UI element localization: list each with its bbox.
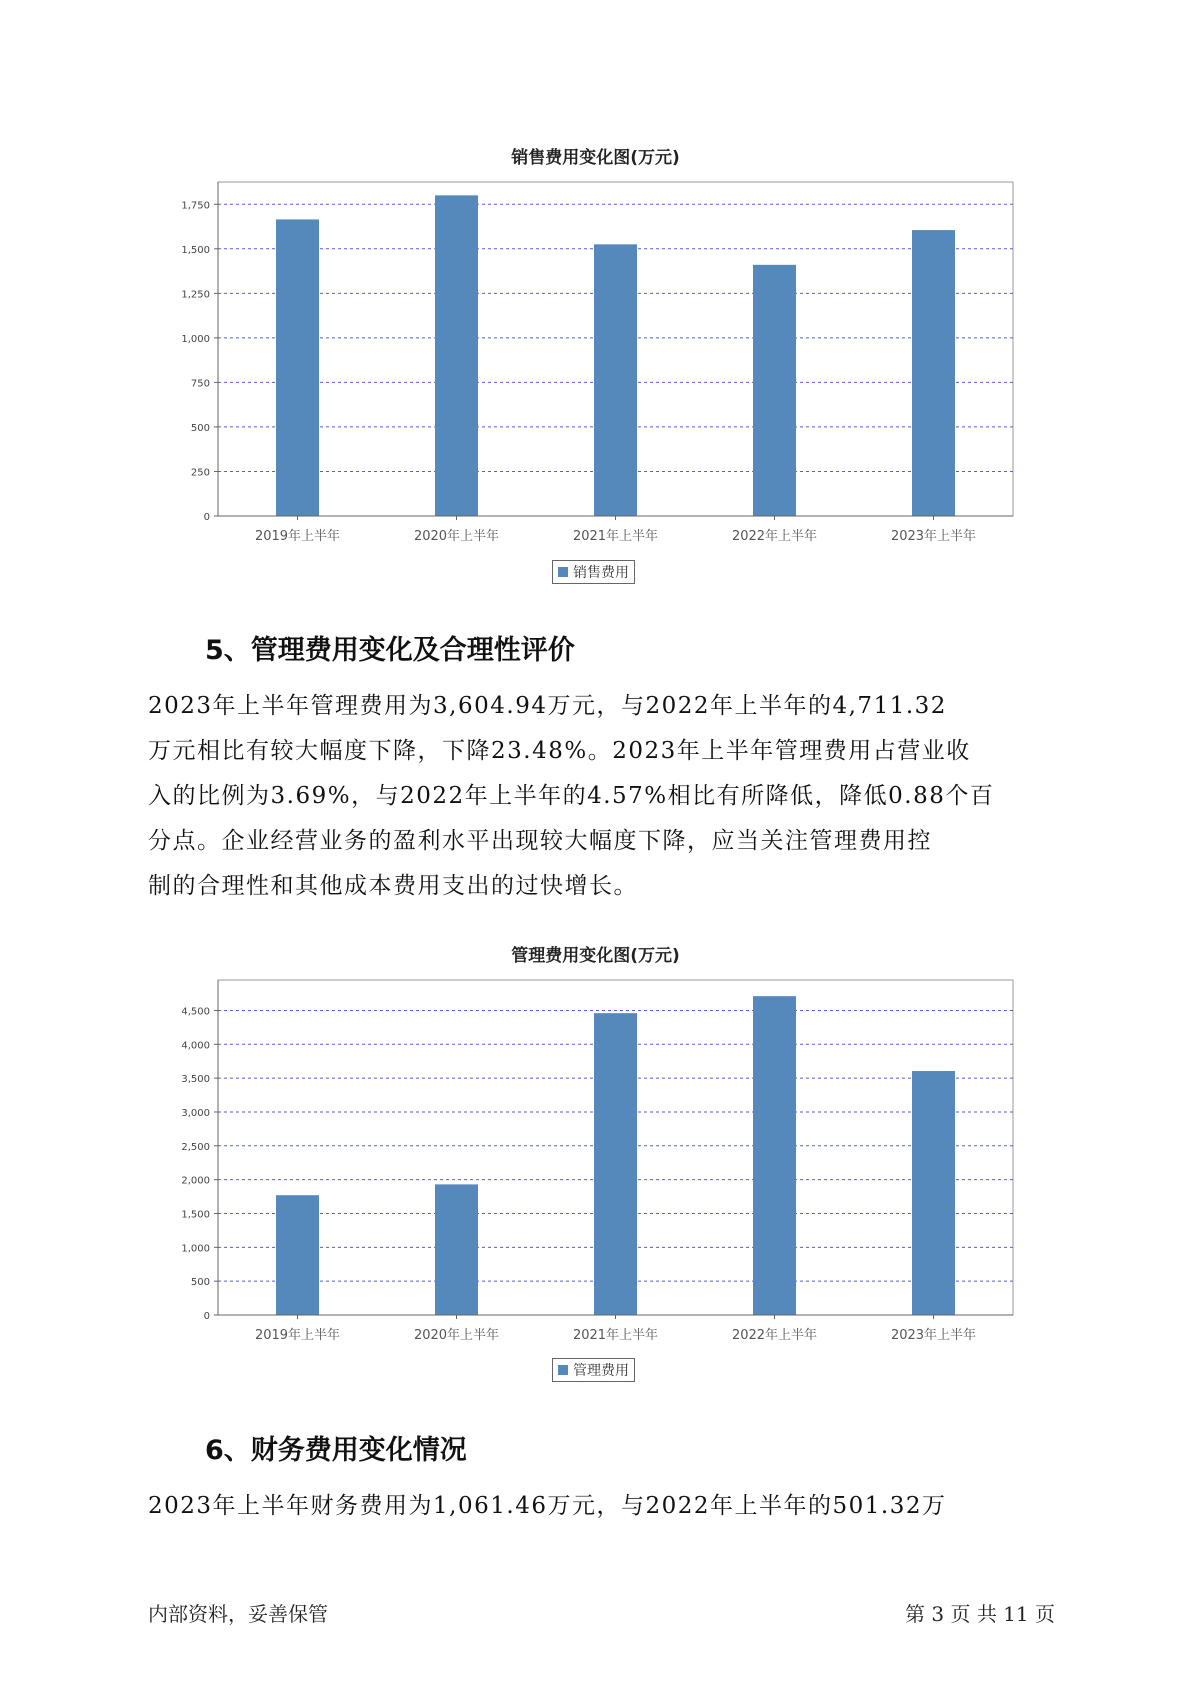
x-tick-label: 2019年上半年 [254, 1328, 341, 1343]
y-tick-label: 0 [203, 1311, 210, 1322]
y-tick-label: 1,250 [181, 289, 210, 301]
y-tick-label: 3,500 [181, 1074, 210, 1086]
y-tick-label: 1,750 [181, 200, 210, 212]
y-tick-label: 500 [190, 422, 210, 434]
paragraph [148, 1484, 1048, 1529]
y-tick-label: 4,000 [181, 1040, 210, 1052]
x-tick-label: 2023年上半年 [890, 1328, 977, 1343]
bar [912, 1071, 955, 1315]
y-tick-label: 2,000 [181, 1175, 210, 1187]
y-tick-label: 250 [190, 467, 210, 479]
legend-swatch [558, 1365, 568, 1375]
y-tick-label: 3,000 [181, 1107, 210, 1119]
bar [594, 1013, 637, 1315]
x-tick-label: 2021年上半年 [572, 529, 659, 544]
x-tick-label: 2019年上半年 [254, 529, 341, 544]
y-tick-label: 1,000 [181, 333, 210, 345]
bar [753, 996, 796, 1315]
y-tick-label: 1,500 [181, 244, 210, 256]
chart-title: 管理费用变化图(万元) [511, 946, 680, 966]
paragraph-line: 入的比例为3.69%，与2022年上半年的4.57%相比有所降低，降低0.88个百 [148, 783, 995, 809]
paragraph-line: 2023年上半年管理费用为3,604.94万元，与2022年上半年的4,711.32 [148, 693, 947, 719]
paragraph-line: 制的合理性和其他成本费用支出的过快增长。 [148, 873, 638, 899]
x-tick-label: 2022年上半年 [731, 1328, 818, 1343]
x-tick-label: 2020年上半年 [413, 1328, 500, 1343]
paragraph-line: 万元相比有较大幅度下降，下降23.48%。2023年上半年管理费用占营业收 [148, 738, 971, 764]
x-tick-label: 2023年上半年 [890, 529, 977, 544]
legend-label: 销售费用 [573, 565, 629, 581]
chart-legend [552, 1358, 635, 1382]
page-number: 第 3 页 共 11 页 [905, 1602, 1055, 1626]
x-tick-label: 2020年上半年 [413, 529, 500, 544]
paragraph-line: 分点。企业经营业务的盈利水平出现较大幅度下降，应当关注管理费用控 [148, 828, 932, 854]
y-tick-label: 1,000 [181, 1243, 210, 1255]
legend-label: 管理费用 [573, 1363, 629, 1379]
bar [276, 1195, 319, 1315]
footer-left: 内部资料，妥善保管 [148, 1602, 328, 1626]
paragraph-line: 2023年上半年财务费用为1,061.46万元，与2022年上半年的501.32万 [148, 1493, 947, 1519]
bar [435, 1184, 478, 1315]
y-tick-label: 0 [203, 512, 210, 523]
y-tick-label: 750 [190, 378, 210, 390]
x-tick-label: 2021年上半年 [572, 1328, 659, 1343]
x-tick-label: 2022年上半年 [731, 529, 818, 544]
section-heading: 6、财务费用变化情况 [205, 1435, 467, 1466]
chart-title: 销售费用变化图(万元) [511, 148, 680, 168]
y-tick-label: 1,500 [181, 1209, 210, 1221]
section-heading: 5、管理费用变化及合理性评价 [205, 635, 575, 666]
y-tick-label: 500 [190, 1277, 210, 1289]
y-tick-label: 4,500 [181, 1006, 210, 1018]
y-tick-label: 2,500 [181, 1141, 210, 1153]
